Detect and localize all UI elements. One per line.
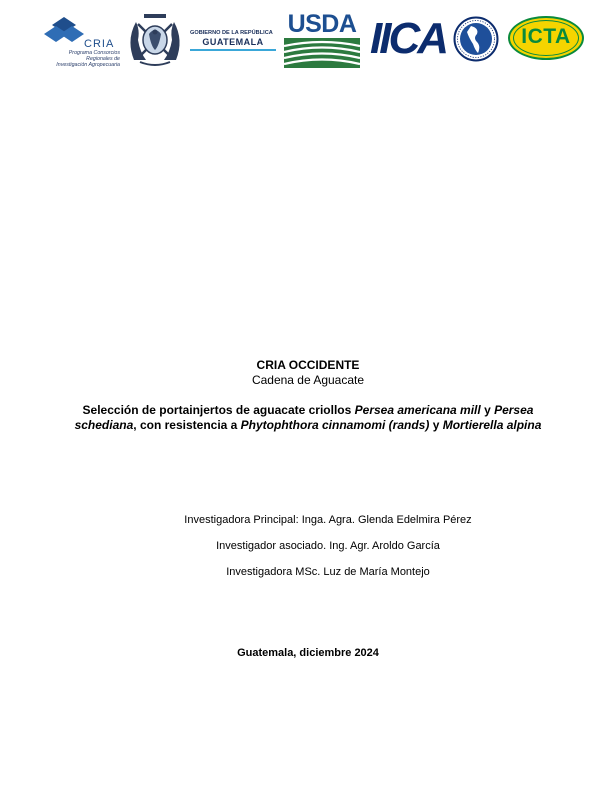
icta-wordmark: ICTA xyxy=(521,25,571,48)
cria-logo xyxy=(34,12,124,72)
title-species: Persea schediana xyxy=(74,403,534,432)
icta-logo xyxy=(508,16,588,64)
usda-logo xyxy=(284,12,360,68)
investigator: Investigadora MSc. Luz de María Montejo xyxy=(226,566,430,578)
cria-diamond-icon xyxy=(42,16,86,46)
title-species: Phytophthora cinnamomi (rands) xyxy=(240,418,430,432)
organization-heading: CRIA OCCIDENTE xyxy=(256,358,360,372)
cria-subtitle-line: Investigación Agropecuaria xyxy=(56,62,120,69)
cria-subtitle-line: Programa Consorcios xyxy=(68,50,120,56)
iica-logo xyxy=(370,14,450,66)
cria-subtitle xyxy=(34,50,120,69)
chain-subheading: Cadena de Aguacate xyxy=(251,373,365,387)
principal-investigator: Investigadora Principal: Inga. Agra. Glenda Edelmira Pérez xyxy=(184,514,472,526)
globe-icon xyxy=(453,16,499,62)
iica-wordmark: IICA xyxy=(370,14,446,63)
title-text: , con resistencia a xyxy=(133,418,241,432)
gobierno-guatemala-logo xyxy=(190,30,276,60)
logo-bar xyxy=(0,8,616,78)
gobierno-line2: GUATEMALA xyxy=(202,37,264,47)
iica-seal xyxy=(453,16,499,62)
place-date: Guatemala, diciembre 2024 xyxy=(237,647,379,659)
guatemala-coat-of-arms xyxy=(124,10,186,70)
title-text: Selección de portainjertos de aguacate criollos xyxy=(82,403,355,417)
title-species: Persea americana mill xyxy=(354,403,481,417)
usda-wordmark: USDA xyxy=(287,10,357,38)
gobierno-underline xyxy=(190,49,276,51)
document-title xyxy=(50,403,566,433)
title-species: Mortierella alpina xyxy=(442,418,542,432)
coat-of-arms-icon xyxy=(124,10,186,70)
associate-investigator: Investigador asociado. Ing. Agr. Aroldo García xyxy=(216,540,440,552)
gobierno-line1: GOBIERNO DE LA REPÚBLICA xyxy=(190,30,273,36)
cria-name: CRIA xyxy=(84,38,115,50)
title-text: y xyxy=(429,418,443,432)
usda-landscape-icon xyxy=(284,38,360,68)
title-text: y xyxy=(480,403,495,417)
cria-subtitle-line: Regionales de xyxy=(86,56,120,63)
